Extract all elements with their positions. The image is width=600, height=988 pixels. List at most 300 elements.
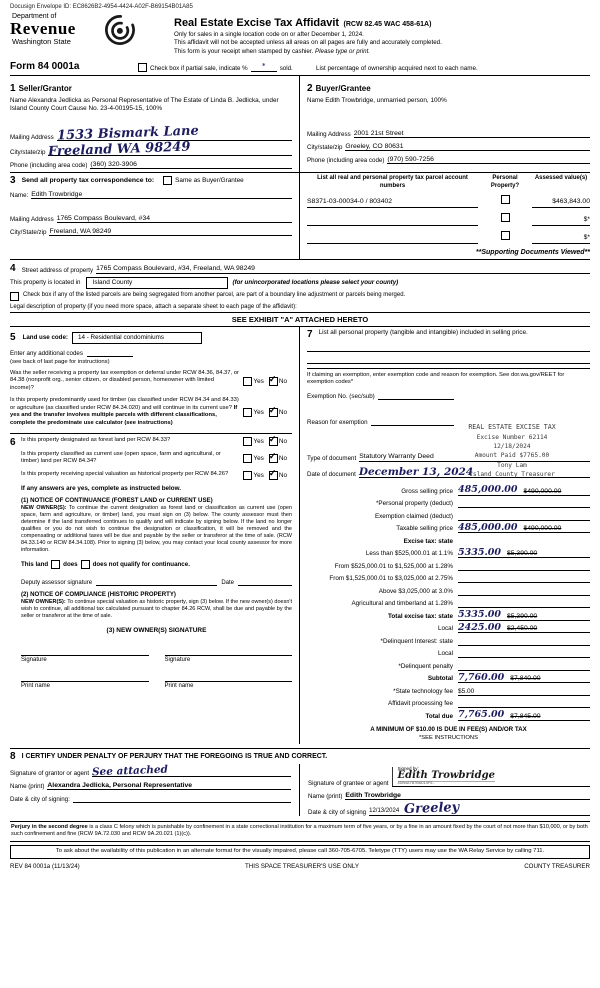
- type-of-document-value: Statutory Warranty Deed: [359, 453, 434, 461]
- grantor-date-input[interactable]: [73, 793, 291, 803]
- header-note-1: Only for sales in a single location code on or after December 1, 2024.: [174, 31, 364, 38]
- grantee-signature-label: Signature of grantee or agent: [308, 780, 389, 788]
- print-name-label: Print name: [21, 683, 51, 690]
- section-1-seller: [10, 76, 300, 172]
- segregated-checkbox-row: [10, 292, 590, 301]
- correspondence-name-value: Edith Trowbridge: [31, 190, 83, 198]
- partial-sale-blank[interactable]: [251, 63, 277, 72]
- grantee-date-label: Date & city of signing: [308, 808, 367, 816]
- handwritten-amount: 485,000.00: [458, 521, 518, 533]
- timber-yes-checkbox[interactable]: [243, 408, 252, 417]
- land-use-code-input[interactable]: 14 - Residential condominiums: [72, 332, 202, 344]
- parcel-number-input[interactable]: [307, 216, 478, 226]
- personal-property-checkbox[interactable]: [501, 213, 510, 222]
- section-7-number: 7: [307, 328, 313, 340]
- grantor-date-label: Date & city of signing:: [10, 796, 70, 804]
- sold-label: sold.: [279, 65, 293, 73]
- buyer-mailing-input[interactable]: [354, 128, 590, 138]
- buyer-city-field: [307, 141, 590, 151]
- parcel-table-header: [307, 175, 590, 189]
- owner-signature-1-input[interactable]: [21, 646, 149, 656]
- stamp-line: 12/18/2024: [493, 443, 531, 451]
- amount-row: [307, 609, 590, 621]
- seller-mailing-handwriting: 1533 Bismark Lane: [56, 123, 199, 144]
- amount-label: Taxable selling price: [396, 525, 453, 533]
- reason-exemption-label: Reason for exemption: [307, 418, 368, 426]
- section-4: [10, 259, 590, 327]
- amount-value-input[interactable]: [458, 536, 590, 546]
- amount-label: Subtotal: [427, 675, 453, 683]
- amount-label: Local: [437, 650, 453, 658]
- section-6-number: 6: [10, 436, 16, 448]
- question-historical-text: Is this property receiving special valuation as historical property per RCW 84.26?: [21, 471, 229, 478]
- yes-label: Yes: [253, 471, 264, 479]
- correspondence-mailing-input[interactable]: [57, 213, 292, 223]
- amount-value-input[interactable]: [458, 697, 590, 708]
- minimum-fee-note: A MINIMUM OF $10.00 IS DUE IN FEE(S) AND/OR TAX: [370, 725, 527, 733]
- personal-property-cell: [483, 226, 527, 244]
- stamp-line: Island County Treasurer: [469, 470, 555, 478]
- personal-property-input-2[interactable]: [307, 352, 590, 364]
- personal-property-intro: List all personal property (tangible and intangible) included in selling price.: [318, 328, 528, 336]
- section-7: [300, 327, 590, 744]
- amount-label: Gross selling price: [401, 487, 453, 495]
- does-checkbox[interactable]: [51, 560, 60, 569]
- no-label: No: [278, 377, 287, 385]
- parcel-table: [300, 173, 590, 258]
- amount-value-input[interactable]: [458, 522, 590, 533]
- partial-sale-checkbox[interactable]: [138, 63, 147, 72]
- signature-label: Signature: [21, 657, 47, 664]
- section-3-correspondence: [10, 173, 300, 258]
- amount-row: [307, 509, 590, 521]
- additional-codes-input[interactable]: [87, 348, 133, 357]
- correspondence-city-label: City/State/zip: [10, 229, 47, 237]
- handwritten-amount: 485,000.00: [458, 484, 518, 496]
- section-1-number: 1: [10, 83, 16, 95]
- header-note-2: This affidavit will not be accepted unless all areas on all pages are fully and accurately completed.: [174, 39, 442, 47]
- personal-property-checkbox[interactable]: [501, 195, 510, 204]
- amount-row: [307, 559, 590, 571]
- amount-value-input[interactable]: [458, 497, 590, 508]
- grantor-signature-column: [10, 764, 300, 816]
- form-title-rcw: (RCW 82.45 WAC 458-61A): [343, 21, 432, 28]
- section-3-heading-row: [10, 175, 292, 186]
- section-3-number: 3: [10, 175, 16, 187]
- parcel-rows: [307, 190, 590, 244]
- buyer-phone-value: (970) 590-7256: [387, 155, 434, 163]
- form-number-row: [10, 61, 590, 72]
- type-of-document-label: Type of document: [307, 454, 357, 462]
- amount-label: Less than $525,000.01 at 1.1%: [365, 550, 453, 558]
- additional-codes-label: Enter any additional codes: [10, 349, 83, 357]
- does-not-label: does not qualify for continuance.: [92, 560, 190, 568]
- correspondence-name-label: Name:: [10, 192, 29, 200]
- section-6: [10, 433, 292, 689]
- handwritten-amount: 2425.00: [458, 621, 501, 633]
- rev-number: REV 84 0001a (11/13/24): [10, 862, 80, 870]
- amount-row: [307, 584, 590, 596]
- supporting-documents-note: **Supporting Documents Viewed**: [475, 248, 590, 256]
- washington-state-label: Washington State: [12, 37, 71, 46]
- struck-amount: $7,840.00: [510, 675, 541, 683]
- date-of-document-label: Date of document: [307, 471, 356, 479]
- section-7-heading: [307, 329, 590, 340]
- grantee-name-value: Edith Trowbridge: [345, 791, 401, 799]
- grantor-name-value: Alexandra Jedlicka, Personal Representative: [47, 781, 193, 789]
- amount-label: Total due: [425, 712, 453, 720]
- no-label: No: [278, 471, 287, 479]
- amount-value-input[interactable]: [458, 672, 590, 683]
- correspondence-city-value: Freeland, WA 98249: [49, 227, 112, 235]
- sections-5-6-column: [10, 327, 300, 744]
- yes-label: Yes: [253, 437, 264, 445]
- buyer-mailing-label: Mailing Address: [307, 131, 351, 139]
- legal-description-value[interactable]: SEE EXHIBIT "A" ATTACHED HERETO: [10, 312, 590, 327]
- amount-label: Exemption claimed (deduct): [374, 512, 453, 520]
- amount-label: Agricultural and timberland at 1.28%: [351, 600, 453, 608]
- current-use-yes-no: [243, 454, 292, 463]
- buyer-name-block: [307, 97, 590, 125]
- buyer-phone-input[interactable]: [387, 154, 590, 164]
- seller-city-label: City/state/zip: [10, 149, 46, 157]
- amount-value-input[interactable]: [458, 622, 590, 633]
- property-location-row: [10, 277, 590, 289]
- amount-row: [307, 697, 590, 709]
- if-yes-note: If any answers are yes, complete as instructed below.: [21, 484, 182, 492]
- question-timber-text: [10, 397, 239, 427]
- amount-row: [307, 522, 590, 534]
- perjury-rest: is a class C felony which is punishable by confinement in a state correctional institution for a maximum term of five years, or by a fine in an amount fixed by the court of not more than $10,000, or by both such confinement and fine (RCW 9A.72.030 and RCW 9A.20.021 (1)(c)).: [11, 823, 588, 838]
- header-note-3-text: This form is your receipt when stamped by cashier.: [174, 47, 315, 55]
- amount-rows: [307, 484, 590, 721]
- seller-mailing-field: [10, 123, 292, 144]
- correspondence-heading: Send all property tax correspondence to:: [21, 177, 155, 185]
- does-not-checkbox[interactable]: [81, 560, 90, 569]
- street-address-label: Street address of property: [21, 266, 94, 274]
- stamp-line: REAL ESTATE EXCISE TAX: [468, 422, 556, 431]
- section-8: [10, 748, 590, 816]
- seller-name[interactable]: Alexandra Jedlicka as Personal Representative of The Estate of Linda B. Jedlicka, under Island County Court Cause No. 23-4-00195-15, 100%: [10, 97, 279, 113]
- notice-compliance-text: To continue special valuation as historic property, sign (3) below. If the new owner(s) doesn't wish to continue, all additional tax calculated pursuant to chapter 84.26 RCW, shall be due and payable by the seller or transferor at the time of sale.: [21, 598, 292, 619]
- parcel-row: [307, 190, 590, 208]
- notice-compliance-title: (2) NOTICE OF COMPLIANCE (HISTORIC PROPERTY): [21, 590, 176, 598]
- correspondence-mailing-value: 1765 Compass Boulevard, #34: [56, 214, 151, 222]
- amount-row: [307, 647, 590, 659]
- tax-exemption-yes-checkbox[interactable]: [243, 377, 252, 386]
- struck-amount: $7,845.00: [510, 712, 541, 720]
- does-label: does: [63, 560, 78, 568]
- seller-mailing-label: Mailing Address: [10, 133, 54, 141]
- partial-sale-line: [138, 63, 306, 72]
- deputy-date-input[interactable]: [238, 576, 292, 586]
- form-title: Real Estate Excise Tax Affidavit: [174, 17, 340, 29]
- amount-value-input[interactable]: [458, 660, 590, 671]
- parcel-number-input[interactable]: [307, 234, 478, 244]
- grantee-date-field: [308, 800, 590, 818]
- correspondence-city-field: [10, 226, 292, 236]
- deputy-date-label: Date: [221, 579, 234, 586]
- owner-signature-2-input[interactable]: [165, 646, 293, 656]
- amount-value-input[interactable]: [458, 635, 590, 646]
- forest-yes-no: [243, 437, 292, 446]
- owner-print-name-1: [21, 672, 149, 689]
- reason-exemption-field: [307, 416, 454, 426]
- stamp-line: Excise Number 62114: [476, 433, 548, 441]
- yes-label: Yes: [253, 408, 264, 416]
- form-number: Form 84 0001a: [10, 61, 80, 73]
- parcel-number-input[interactable]: S8371-03-00034-0 / 803402: [307, 198, 478, 208]
- no-label: No: [278, 437, 287, 445]
- signed-by-label: Signed by:: [397, 765, 419, 771]
- parcel-row: [307, 226, 590, 244]
- owner-print-name-1-input[interactable]: [21, 672, 149, 682]
- amount-row: [307, 672, 590, 684]
- amount-value-input[interactable]: [458, 610, 590, 621]
- question-forest-land: [21, 437, 292, 446]
- seller-phone-value: (360) 320-3906: [90, 160, 137, 168]
- alternate-format-notice: To ask about the availability of this publication in an alternate format for the visually impaired, please call 360-705-6705. Teletype (TTY) users may use the WA Relay Service by calling 711.: [10, 845, 590, 859]
- certification-text: I CERTIFY UNDER PENALTY OF PERJURY THAT THE FOREGOING IS TRUE AND CORRECT.: [21, 752, 328, 760]
- seller-mailing-input[interactable]: [56, 123, 292, 144]
- grantee-date-input[interactable]: [369, 800, 590, 818]
- amount-row: [307, 659, 590, 671]
- notice-continuance-body: [21, 505, 292, 555]
- sections-1-2: [10, 75, 590, 172]
- question-tax-exemption: [10, 370, 292, 393]
- new-owner-signature-grid: [21, 646, 292, 689]
- handwritten-amount: 7,760.00: [458, 671, 505, 683]
- grantee-city-handwriting: Greeley: [403, 800, 460, 818]
- new-owners-label: NEW OWNER(S):: [21, 504, 67, 511]
- timber-yes-no: [243, 408, 292, 417]
- section-5-number: 5: [10, 332, 16, 344]
- grantor-signature-label: Signature of grantor or agent: [10, 770, 90, 778]
- signature-label: Signature: [164, 657, 191, 664]
- amount-label: Affidavit processing fee: [388, 700, 453, 708]
- notice-continuance-text: To continue the current designation as forest land or classification as current use (open space, farm and agriculture, or timber) land, you must sign on (3) below. The county assessor must then determine if the land transferred continues to qualify and will indicate by signing below. If the land no longer qualifies or you do not wish to continue the designation or classification, it will be removed and the compensating or additional taxes will be due and payable by the seller or transferor at the time of sale. (RCW 84.33.140 or RCW 84.34.108). Prior to signing (3) below, you may contact your local county assessor for more information.: [21, 504, 292, 554]
- continuance-qualify-row: [21, 560, 292, 569]
- struck-amount: $5,390.00: [506, 612, 538, 620]
- amount-row: [307, 484, 590, 496]
- type-or-print-note: Please type or print.: [315, 47, 371, 55]
- question-historical: [21, 471, 292, 480]
- see-instructions-note: *SEE INSTRUCTIONS: [419, 734, 478, 741]
- buyer-name[interactable]: Edith Trowbridge, unmarried person, 100%: [325, 97, 447, 105]
- amount-value-input[interactable]: [458, 547, 590, 558]
- sections-5-6-7: [10, 327, 590, 744]
- amount-value-input[interactable]: [458, 585, 590, 596]
- amount-label: Excise tax: state: [403, 537, 453, 545]
- see-back-note: (see back of last page for instructions): [10, 358, 110, 365]
- signature-columns: [10, 764, 590, 816]
- docusign-envelope-id: Docusign Envelope ID: EC8626B2-4954-4424-A02F-B69154B01A85: [10, 4, 193, 10]
- buyer-name-label: Name: [307, 97, 324, 105]
- owner-signature-1: [21, 646, 149, 663]
- section-5: [10, 332, 292, 428]
- legal-description-label: Legal description of property (if you need more space, attach a separate sheet to each page of the affidavit):: [10, 303, 297, 310]
- same-as-buyer-checkbox[interactable]: [163, 176, 172, 185]
- question-tax-exemption-text: Was the seller receiving a property tax exemption or deferral under RCW 84.36, 84.37, or 84.38 (nonprofit org., senior citizen, or disabled person, homeowner with limited income)?: [10, 369, 239, 391]
- amount-row: [307, 597, 590, 609]
- buyer-mailing-value: 2001 21st Street: [353, 129, 404, 137]
- seller-name-label: Name: [10, 97, 27, 105]
- land-use-label: Land use code:: [22, 334, 68, 342]
- historical-yes-checkbox[interactable]: [243, 471, 252, 480]
- exemption-number-field: [307, 390, 454, 400]
- printed-amount: $5.00: [458, 687, 475, 695]
- header-note-3: [174, 48, 590, 56]
- deputy-assessor-row: [21, 576, 292, 586]
- county-select[interactable]: Island County: [86, 277, 228, 289]
- seller-name-block: [10, 97, 292, 125]
- buyer-phone-label: Phone (including area code): [307, 157, 385, 165]
- amount-value-input[interactable]: [458, 560, 590, 571]
- deputy-assessor-label: Deputy assessor signature: [21, 579, 93, 586]
- stamp-line: Tony Lam: [497, 461, 527, 469]
- grantee-name-input[interactable]: [345, 790, 590, 800]
- personal-property-checkbox[interactable]: [501, 231, 510, 240]
- grantee-signature-column: [300, 764, 590, 816]
- grantee-name-field: [308, 790, 590, 800]
- amount-row: [307, 684, 590, 696]
- grantee-signature-field: [308, 767, 590, 787]
- struck-amount: $490,000.00: [523, 525, 562, 533]
- certification-heading-row: [10, 751, 590, 762]
- amount-value-input[interactable]: [458, 572, 590, 583]
- buyer-phone-field: [307, 154, 590, 164]
- seller-heading: Seller/Grantor: [18, 84, 72, 94]
- bottom-row: [10, 863, 590, 870]
- segregated-checkbox[interactable]: [10, 292, 19, 301]
- exemption-number-input[interactable]: [378, 390, 454, 400]
- amount-label: *State technology fee: [393, 687, 453, 695]
- historical-yes-no: [243, 471, 292, 480]
- county-treasurer-label: COUNTY TREASURER: [524, 862, 590, 870]
- question-timber-agriculture: [10, 397, 292, 427]
- buyer-city-value: Greeley, CO 80631: [345, 142, 404, 150]
- grantor-name-input[interactable]: [47, 780, 291, 790]
- additional-codes-row: [10, 348, 292, 357]
- buyer-mailing-field: [307, 128, 590, 138]
- grantor-date-field: [10, 793, 291, 803]
- amount-row: [307, 634, 590, 646]
- tax-exemption-no-checkbox[interactable]: [269, 377, 278, 386]
- owner-signature-2: [165, 646, 293, 663]
- amount-value-input[interactable]: [458, 647, 590, 658]
- amount-row: [307, 497, 590, 509]
- struck-amount: $490,000.00: [523, 487, 562, 495]
- docusign-signature-block: [392, 767, 495, 786]
- land-use-row: [10, 332, 292, 344]
- grantor-name-label: Name (print): [10, 783, 45, 791]
- amount-value-input[interactable]: [458, 685, 590, 696]
- forest-yes-checkbox[interactable]: [243, 437, 252, 446]
- correspondence-city-input[interactable]: [49, 226, 292, 236]
- deputy-assessor-signature-input[interactable]: [96, 576, 217, 586]
- amount-value-input[interactable]: [458, 710, 590, 721]
- personal-property-header: Personal Property?: [490, 175, 520, 189]
- perjury-notice: [10, 821, 590, 842]
- question-current-use-text: Is this property classified as current use (open space, farm and agricultural, or timber) land per RCW 84.34?: [21, 450, 221, 465]
- grantee-signature-input[interactable]: [392, 767, 591, 787]
- current-use-yes-checkbox[interactable]: [243, 454, 252, 463]
- amount-value-input[interactable]: [458, 597, 590, 608]
- buyer-city-label: City/state/zip: [307, 144, 343, 152]
- revenue-wordmark: Revenue: [10, 19, 76, 38]
- section-3: [10, 172, 590, 258]
- amount-value-input[interactable]: [458, 510, 590, 521]
- notice-continuance-title: (1) NOTICE OF CONTINUANCE (FOREST LAND or CURRENT USE): [21, 496, 213, 504]
- grantor-signature-field: [10, 763, 291, 779]
- owner-print-name-2-input[interactable]: [165, 672, 293, 682]
- street-address-value: 1765 Compass Boulevard, #34, Freeland, WA 98249: [96, 265, 255, 273]
- seller-city-input[interactable]: [48, 139, 292, 160]
- buyer-heading: Buyer/Grantee: [315, 84, 371, 94]
- grantor-signature-handwriting: See attached: [91, 763, 169, 779]
- yes-label: Yes: [253, 377, 264, 385]
- seller-city-handwriting: Freeland WA 98249: [48, 139, 192, 160]
- treasurer-space-label: THIS SPACE TREASURER'S USE ONLY: [244, 862, 359, 870]
- new-owners-signature-title: (3) NEW OWNER(S) SIGNATURE: [106, 627, 207, 635]
- same-as-buyer-label: Same as Buyer/Grantee: [175, 177, 244, 185]
- timber-no-checkbox[interactable]: [269, 408, 278, 417]
- amount-label: *Delinquent Interest: state: [380, 637, 453, 645]
- seller-phone-field: [10, 159, 292, 169]
- notice-compliance-body: [21, 599, 292, 620]
- grantor-signature-input[interactable]: [91, 763, 291, 779]
- handwritten-amount: 5335.00: [458, 546, 501, 558]
- amount-value-input[interactable]: [458, 485, 590, 496]
- parcel-row: [307, 208, 590, 226]
- correspondence-name-input[interactable]: [31, 189, 292, 199]
- section-4-number: 4: [10, 262, 16, 274]
- tax-exemption-yes-no: [243, 377, 292, 386]
- exemption-note: If claiming an exemption, enter exemption code and reason for exemption. See dor.wa.gov/REET for exemption codes*: [307, 368, 590, 387]
- assessed-value-input[interactable]: $463,843.00: [532, 198, 590, 208]
- amount-label: *Personal property (deduct): [375, 500, 453, 508]
- this-land-label: This land: [21, 560, 49, 568]
- unincorporated-note: (for unincorporated locations please select your county): [232, 279, 399, 287]
- historical-no-checkbox[interactable]: [269, 471, 278, 480]
- perjury-lead: Perjury in the second degree: [11, 823, 88, 830]
- docusign-id: 4DB4A7B7B6D14F5...: [398, 781, 495, 786]
- question-timber-text-b: If yes and the transfer involves multiple parcels with different classifications, complete the predominate use calculator (see instructions): [10, 404, 238, 427]
- question-timber-text-a: Is this property predominantly used for timber (as classified under RCW 84.34 and 84.33) or agriculture (as classified under RCW 84.34.020) and will continue in its current use?: [10, 397, 239, 411]
- partial-sale-mark: *: [262, 63, 266, 71]
- new-owners-label-2: NEW OWNER(S):: [21, 598, 66, 605]
- personal-property-input-1[interactable]: [307, 340, 590, 352]
- amount-label: *Delinquent penalty: [398, 662, 453, 670]
- buyer-city-input[interactable]: [345, 141, 590, 151]
- assessed-value-input[interactable]: $*: [532, 234, 590, 244]
- forest-no-checkbox[interactable]: [269, 437, 278, 446]
- amount-row: [307, 572, 590, 584]
- parcel-numbers-header: List all real and personal property tax parcel account numbers: [317, 175, 468, 189]
- seller-phone-input[interactable]: [90, 159, 292, 169]
- located-in-label: This property is located in: [10, 279, 81, 287]
- no-label: No: [278, 454, 287, 462]
- grantee-date-value: 12/13/2024: [369, 808, 400, 815]
- amount-row: [307, 547, 590, 559]
- current-use-no-checkbox[interactable]: [269, 454, 278, 463]
- handwritten-amount: 5335.00: [458, 609, 501, 621]
- assessed-value-input[interactable]: $*: [532, 216, 590, 226]
- ownership-note: List percentage of ownership acquired next to each name.: [316, 65, 478, 73]
- revenue-swirl-icon: [102, 13, 136, 47]
- street-address-input[interactable]: [96, 264, 590, 274]
- assessed-values-header: Assessed value(s): [534, 175, 588, 182]
